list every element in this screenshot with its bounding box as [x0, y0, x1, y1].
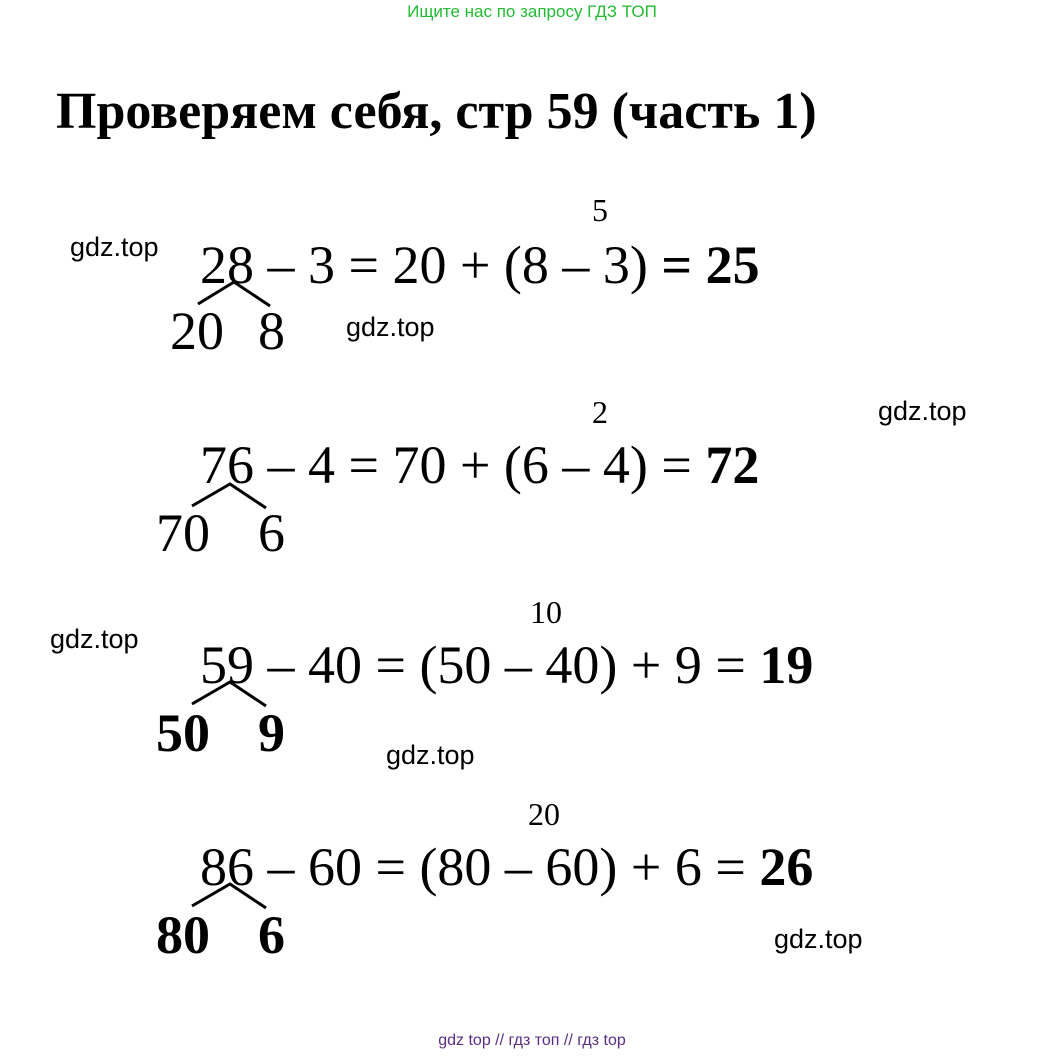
footer-link[interactable]: гдз топ: [508, 1032, 560, 1049]
watermark: gdz.top: [386, 740, 475, 770]
watermark: gdz.top: [774, 924, 863, 954]
footer-link[interactable]: гдз top: [577, 1032, 626, 1049]
equation-expression: 59 – 40 = (50 – 40) + 9 =: [200, 635, 760, 695]
decomposition-part: 6: [258, 905, 285, 965]
search-hint-banner: Ищите нас по запросу ГДЗ ТОП: [407, 2, 657, 21]
equation-answer: 72: [705, 435, 760, 495]
page-title: Проверяем себя, стр 59 (часть 1): [56, 83, 817, 140]
decomposition-part: 50: [156, 703, 210, 763]
equation-expression: 86 – 60 = (80 – 60) + 6 =: [200, 837, 760, 897]
watermark: gdz.top: [70, 232, 159, 262]
equation-answer: 19: [759, 635, 814, 695]
equation: [200, 234, 760, 296]
footer-links: [0, 1032, 1064, 1050]
decomposition-part: 9: [258, 703, 285, 763]
equation: [200, 434, 759, 496]
equation-answer: 25: [705, 235, 760, 295]
decomposition-hint: 5: [592, 192, 608, 228]
decomposition-hint: 20: [528, 796, 560, 832]
equation-answer: 26: [759, 837, 814, 897]
decomposition-part: 80: [156, 905, 210, 965]
footer-separator: //: [495, 1032, 505, 1049]
watermark: gdz.top: [346, 312, 435, 342]
equation-expression: 76 – 4 = 70 + (6 – 4) =: [200, 435, 706, 495]
decomposition-hint: 2: [592, 394, 608, 430]
watermark: gdz.top: [50, 624, 139, 654]
decomposition-part: 20: [170, 301, 224, 361]
decomposition-hint: 10: [530, 594, 562, 630]
equation-answer-prefix: =: [661, 235, 706, 295]
footer-separator: //: [563, 1032, 573, 1049]
decomposition-part: 8: [258, 301, 285, 361]
watermark: gdz.top: [878, 396, 967, 426]
decomposition-part: 70: [156, 503, 210, 563]
footer-link[interactable]: gdz top: [438, 1032, 491, 1049]
equation-expression: 28 – 3 = 20 + (8 – 3): [200, 235, 662, 295]
equation: [200, 634, 813, 696]
decomposition-part: 6: [258, 503, 285, 563]
equation: [200, 836, 813, 898]
